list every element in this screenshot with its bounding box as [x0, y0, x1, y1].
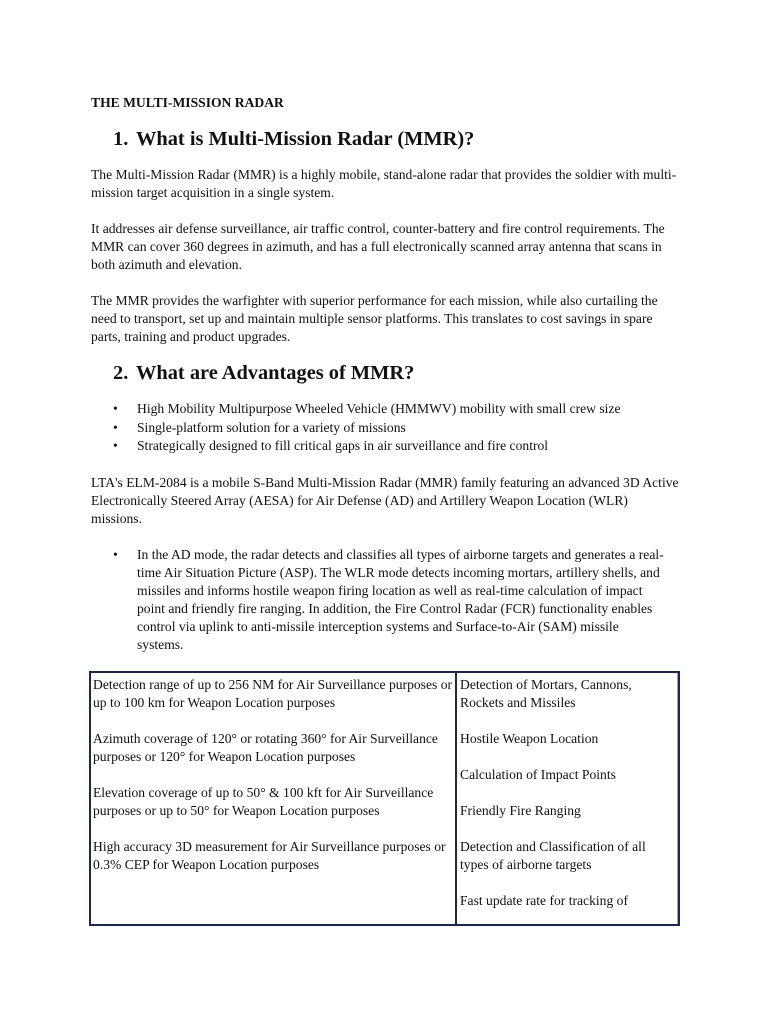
list-item [91, 419, 691, 438]
table-cell: Fast update rate for tracking of [460, 893, 628, 908]
section-heading-2 [113, 364, 414, 382]
advantages-list [91, 400, 691, 456]
paragraph-mmr-performance: The MMR provides the warfighter with superior performance for each mission, while also curtailing the need to transport, set up and maintain multiple sensor platforms. This translates to cost savings in spare parts, training and product upgrades. [91, 293, 658, 345]
section-title: What is Multi-Mission Radar (MMR)? [136, 128, 475, 150]
section-title: What are Advantages of MMR? [136, 362, 415, 384]
section-heading-1 [113, 130, 474, 148]
list-item [91, 437, 691, 456]
section-number: 2. [113, 362, 129, 384]
table-cell: Elevation coverage of up to 50° & 100 kft for Air Surveillance purposes or up to 50° for Weapon Location purposes [93, 785, 434, 818]
table-cell: Detection and Classification of all types of airborne targets [460, 839, 646, 872]
bullet-icon: • [113, 438, 118, 454]
list-item-text: Single-platform solution for a variety of missions [137, 419, 406, 435]
bullet-icon: • [113, 547, 118, 562]
paragraph-mmr-intro: The Multi-Mission Radar (MMR) is a highly mobile, stand-alone radar that provides the soldier with multi-mission target acquisition in a single system. [91, 167, 677, 201]
paragraph-elm-2084: LTA's ELM-2084 is a mobile S-Band Multi-Mission Radar (MMR) family featuring an advanced 3D Active Electronically Steered Array (AESA) for Air Defense (AD) and Artillery Weapon Location (WLR) missions. [91, 475, 679, 527]
table-cell: High accuracy 3D measurement for Air Surveillance purposes or 0.3% CEP for Weapon Location purposes [93, 839, 446, 872]
features-table [89, 671, 680, 926]
table-column-specifications [91, 673, 457, 924]
table-column-functions [457, 673, 678, 924]
table-cell: Friendly Fire Ranging [460, 803, 581, 818]
list-item-text: Strategically designed to fill critical gaps in air surveillance and fire control [137, 438, 549, 454]
bullet-icon: • [113, 401, 118, 416]
modes-list [91, 546, 666, 655]
table-cell: Detection of Mortars, Cannons, Rockets and Missiles [460, 677, 632, 710]
list-item [91, 400, 691, 419]
section-number: 1. [113, 128, 129, 150]
document-title: THE MULTI-MISSION RADAR [91, 95, 284, 110]
list-item-text: In the AD mode, the radar detects and classifies all types of airborne targets and generates a real-time Air Situation Picture (ASP). The WLR mode detects incoming mortars, artillery shells, and missiles and informs hostile weapon firing location as well as real-time calculation of impact point and friendly fire ranging. In addition, the Fire Control Radar (FCR) functionality enables control via uplink to anti-missile interception systems and Surface-to-Air (SAM) missile systems. [137, 547, 664, 653]
list-item [91, 546, 666, 655]
table-cell: Hostile Weapon Location [460, 731, 599, 746]
table-cell: Detection range of up to 256 NM for Air Surveillance purposes or up to 100 km for Weapon Location purposes [93, 677, 453, 710]
list-item-text: High Mobility Multipurpose Wheeled Vehicle (HMMWV) mobility with small crew size [137, 401, 621, 416]
bullet-icon: • [113, 419, 118, 435]
paragraph-mmr-capabilities: It addresses air defense surveillance, air traffic control, counter-battery and fire control requirements. The MMR can cover 360 degrees in azimuth, and has a full electronically scanned array antenna that scans in both azimuth and elevation. [91, 221, 665, 273]
table-cell: Azimuth coverage of 120° or rotating 360° for Air Surveillance purposes or 120° for Weapon Location purposes [93, 731, 438, 764]
table-cell: Calculation of Impact Points [460, 767, 616, 782]
